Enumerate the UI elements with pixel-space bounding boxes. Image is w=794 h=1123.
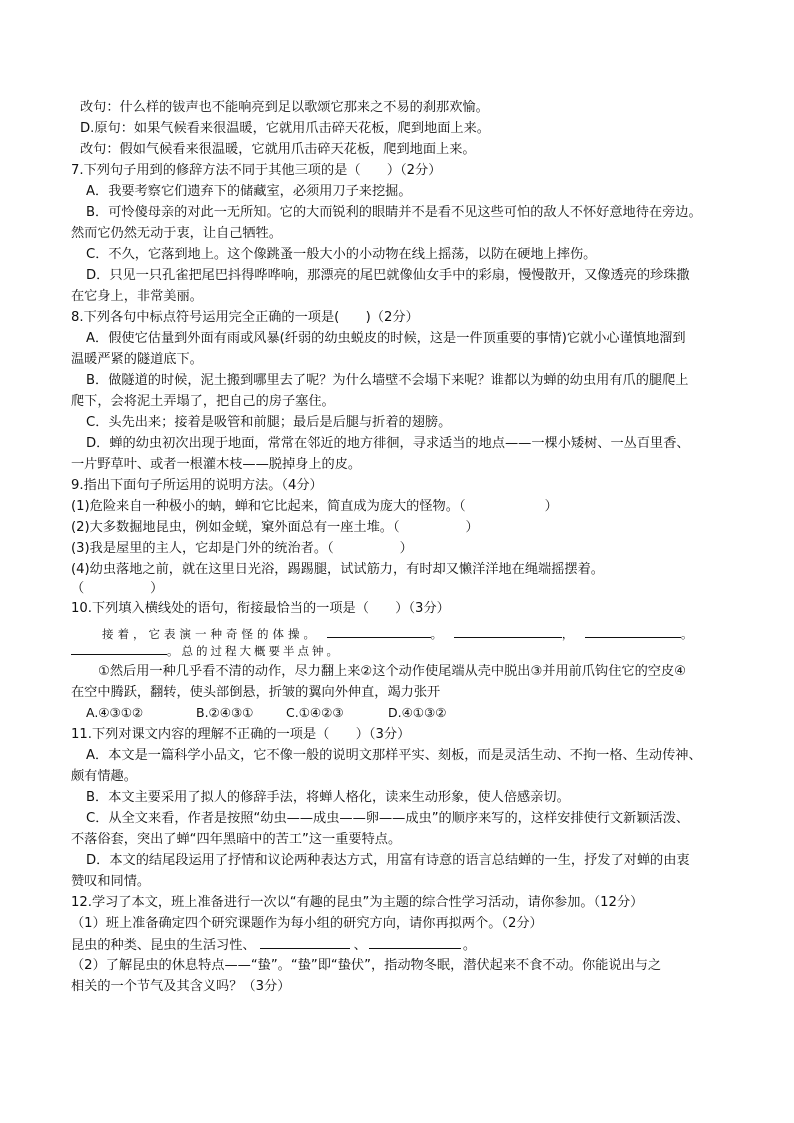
sub-question: （2）了解昆虫的休息特点——“蛰”。“蛰”即“蛰伏”，指动物冬眠，潜伏起来不食不动。你能说出与之 [71, 958, 662, 973]
q10-option-c: C.①④②③ [286, 705, 344, 720]
question-option: C．头先出来；接着是吸管和前腿；最后是后腿与折着的翅膀。 [86, 415, 452, 430]
text-line: 不落俗套，突出了蝉“四年黑暗中的苦工”这一重要特点。 [71, 832, 402, 847]
fill-intro: 接着，它表演一种奇怪的体操。 [102, 627, 319, 641]
text-line: 一片野草叶、或者一根灌木枝——脱掉身上的皮。 [71, 457, 362, 472]
q10-option-a: A.④③①② [86, 705, 144, 720]
question-8-title: 8.下列各句中标点符号运用完全正确的一项是( )（2分） [71, 310, 419, 325]
topic-prefix: 昆虫的种类、昆虫的生活习性、 [71, 938, 256, 953]
question-option: B．做隧道的时候，泥土搬到哪里去了呢？为什么墙壁不会塌下来呢？谁都以为蝉的幼虫用有爪的腿爬上 [86, 373, 689, 388]
question-option: C．从全文来看，作者是按照“幼虫——成虫——卵——成虫”的顺序来写的，这样安排使行文新颖活泼、 [86, 811, 690, 826]
question-option: C．不久，它落到地上。这个像跳蚤一般大小的小动物在线上摇荡，以防在硬地上摔伤。 [86, 247, 597, 262]
topic-answer-line: 昆虫的种类、昆虫的生活习性、 、 。 [71, 934, 731, 955]
text-line: D.原句：如果气候看来很温暖，它就用爪击碎天花板，爬到地面上来。 [80, 121, 490, 136]
fill-tail: 。总的过程大概要半点钟。 [167, 644, 341, 658]
answer-blank[interactable] [369, 934, 461, 949]
question-7-title: 7.下列句子用到的修辞方法不同于其他三项的是（ ）（2分） [71, 163, 442, 178]
question-10-fill-line-2 [71, 640, 731, 661]
q10-option-d: D.④①③② [388, 705, 447, 720]
answer-blank[interactable] [454, 623, 562, 638]
question-option: A．假使它估量到外面有雨或风暴(纤弱的幼虫蜕皮的时候，这是一件顶重要的事情)它就小心谨慎地溜到 [86, 331, 686, 346]
sub-question: (4)幼虫落地之前，就在这里日光浴，踢踢腿，试试筋力，有时却又懒洋洋地在绳端摇摆着。 [71, 562, 604, 577]
question-option: B．本文主要采用了拟人的修辞手法，将蝉人格化，读来生动形象，使人倍感亲切。 [86, 790, 570, 805]
question-10-fill-line: 接着，它表演一种奇怪的体操。 。 ， 。 [72, 623, 732, 645]
question-10-title: 10.下列填入横线处的语句，衔接最恰当的一项是（ ）（3分） [71, 601, 450, 616]
answer-blank[interactable] [260, 934, 350, 949]
question-option: A．我要考察它们遗弃下的储藏室，必须用刀子来挖掘。 [86, 184, 412, 199]
text-line: 在空中腾跃，翻转，使头部倒悬，折皱的翼向外伸直，竭力张开 [71, 685, 441, 700]
question-option: D．蝉的幼虫初次出现于地面，常常在邻近的地方徘徊，寻求适当的地点——一棵小矮树、一丛百里香、 [86, 436, 690, 451]
answer-blank[interactable] [327, 623, 431, 638]
question-option: A．本文是一篇科学小品文，它不像一般的说明文那样平实、刻板，而是灵活生动、不拘一格、生动传神、 [86, 748, 702, 763]
q10-option-b: B.②④③① [196, 705, 254, 720]
text-line: ①然后用一种几乎看不清的动作，尽力翻上来②这个动作使尾端从壳中脱出③并用前爪钩住它的空皮④ [98, 664, 686, 679]
answer-blank[interactable] [585, 623, 681, 638]
question-11-title: 11.下列对课文内容的理解不正确的一项是（ ）（3分） [71, 727, 411, 742]
text-line: 在它身上，非常美丽。 [71, 289, 203, 304]
text-line: 相关的一个节气及其含义吗？（3分） [71, 979, 291, 994]
text-line: 颇有情趣。 [71, 769, 137, 784]
sub-question: (1)危险来自一种极小的蚋，蝉和它比起来，简直成为庞大的怪物。（ ） [71, 499, 558, 514]
question-option: B．可怜傻母亲的对此一无所知。它的大而锐利的眼睛并不是看不见这些可怕的敌人不怀好意地待在旁边。 [86, 205, 702, 220]
sub-question: （1）班上准备确定四个研究课题作为每小组的研究方向，请你再拟两个。（2分） [71, 916, 543, 931]
text-line: 然而它仍然无动于衷，让自己牺牲。 [71, 226, 282, 241]
answer-paren: （ ） [71, 581, 164, 596]
sub-question: (2)大多数掘地昆虫，例如金蜣，窠外面总有一座土堆。（ ） [71, 520, 479, 535]
text-line: 温暖严紧的隧道底下。 [71, 352, 203, 367]
question-option: D．本文的结尾段运用了抒情和议论两种表达方式，用富有诗意的语言总结蝉的一生，抒发了对蝉的由衷 [86, 853, 690, 868]
question-9-title: 9.指出下面句子所运用的说明方法。（4分） [71, 478, 323, 493]
sub-question: (3)我是屋里的主人，它却是门外的统治者。（ ） [71, 541, 413, 556]
text-line: 爬下，会将泥土弄塌了，把自己的房子塞住。 [71, 394, 335, 409]
text-line: 赞叹和同情。 [71, 874, 151, 889]
text-line: 改句：假如气候看来很温暖，它就用爪击碎天花板，爬到地面上来。 [80, 142, 476, 157]
answer-blank[interactable] [71, 640, 167, 655]
question-option: D．只见一只孔雀把尾巴抖得哗哗响，那漂亮的尾巴就像仙女手中的彩扇，慢慢散开，又像透亮的珍珠撒 [86, 268, 690, 283]
question-12-title: 12.学习了本文，班上准备进行一次以“有趣的昆虫”为主题的综合性学习活动，请你参加。（12分） [71, 895, 644, 910]
text-line: 改句：什么样的钹声也不能响亮到足以歌颂它那来之不易的刹那欢愉。 [80, 100, 489, 115]
